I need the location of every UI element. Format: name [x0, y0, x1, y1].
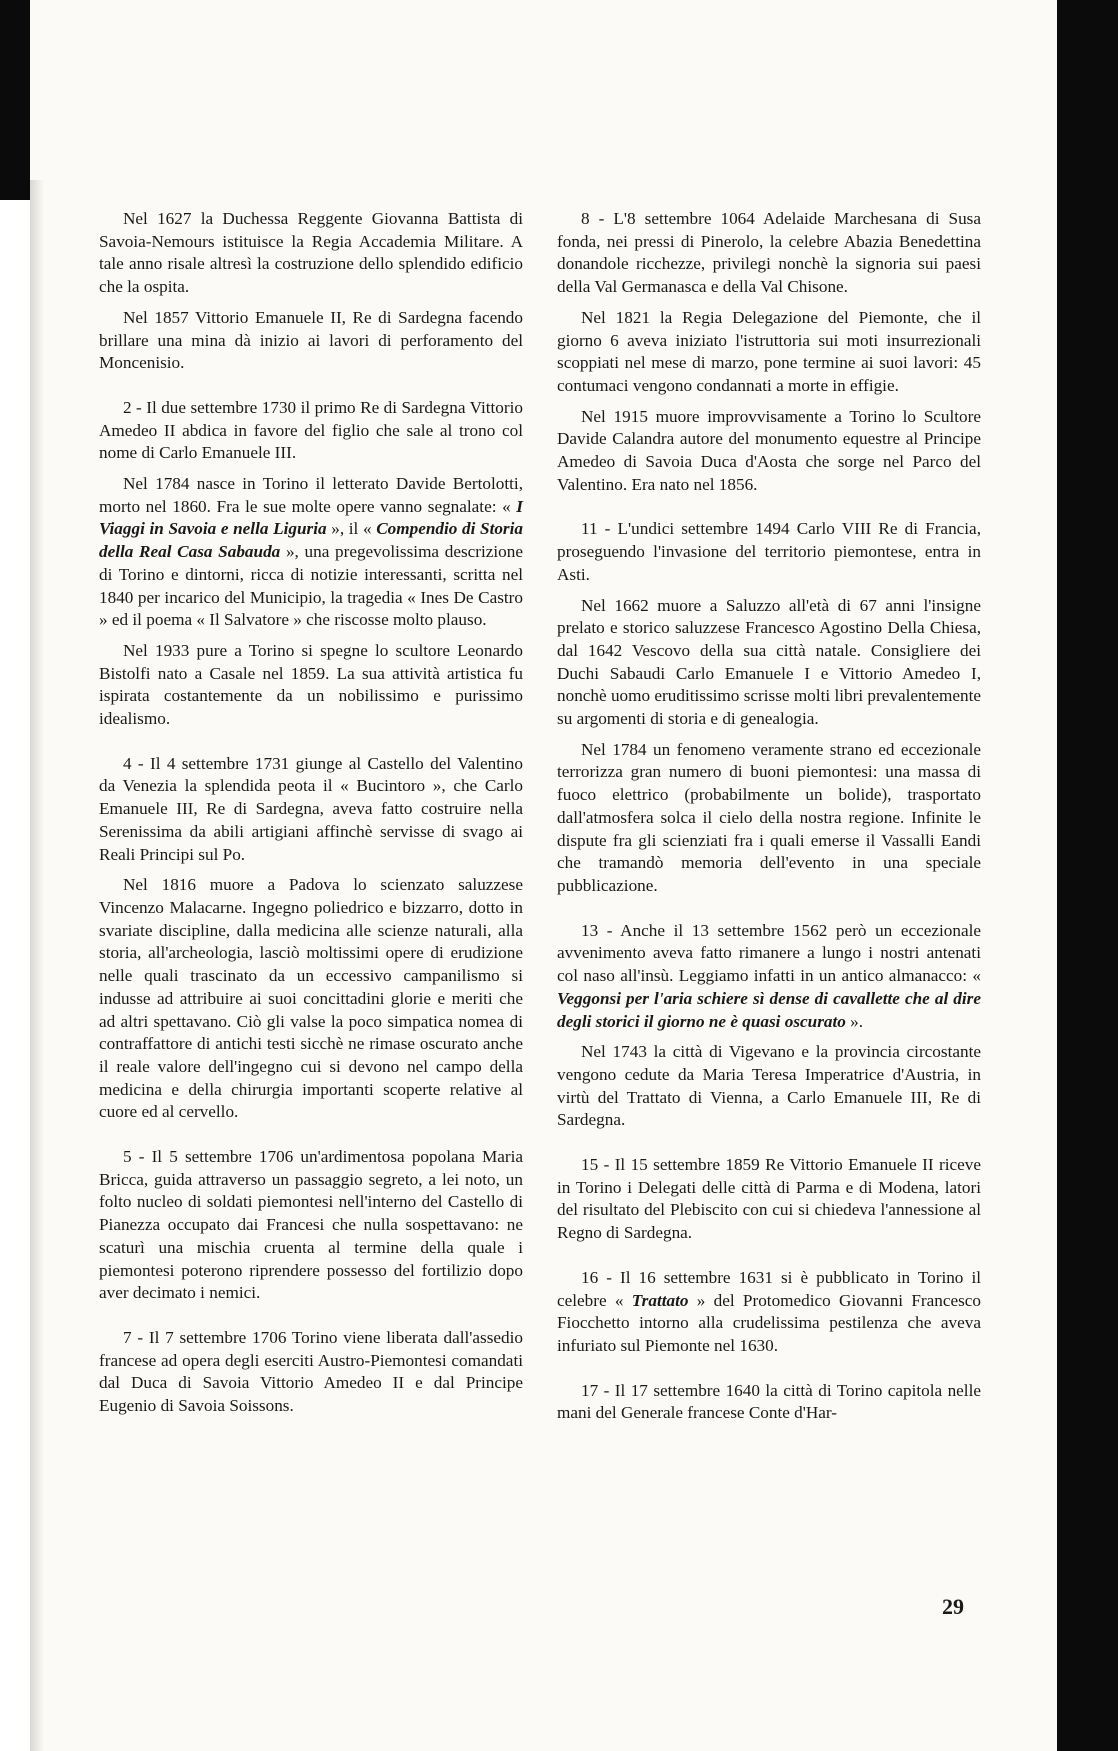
paragraph: Nel 1857 Vittorio Emanuele II, Re di Sardegna facendo brillare una mina dà inizio ai lavori di perforamento del Moncenisio.: [99, 307, 523, 373]
date-entry: 16 - Il 16 settembre 1631 si è pubblicato in Torino il celebre « Trattato » del Protomedico Giovanni Francesco Fiocchetto intorno alla crudelissima pestilenza che aveva infuriato sul Piemonte nel 1630.: [557, 1267, 981, 1355]
date-entry: 2 - Il due settembre 1730 il primo Re di Sardegna Vittorio Amedeo II abdica in favore del figlio che sale al trono col nome di Carlo Emanuele III.: [99, 397, 523, 463]
date-entry: 11 - L'undici settembre 1494 Carlo VIII Re di Francia, proseguendo l'invasione del territorio piemontese, entra in Asti.: [557, 519, 981, 584]
page-number: 29: [942, 1594, 964, 1619]
date-entry: 4 - Il 4 settembre 1731 giunge al Castello del Valentino da Venezia la splendida peota il « Bucintoro », che Carlo Emanuele III, Re di Sardegna, aveva fatto costruire nella Serenissima da abili artigiani affinchè servisse di svago ai Reali Principi sul Po.: [99, 753, 523, 864]
scan-border-right: [1055, 0, 1118, 1751]
paragraph: Nel 1784 un fenomeno veramente strano ed eccezionale terrorizza gran numero di buoni piemontesi: una massa di fuoco elettrico (probabilmente un bolide), trasportato dall'atmosfera solca il cielo della nostra regione. Infinite le dispute fra gli scienziati fra i quali emerse il Vassalli Eandi che tramandò memoria dell'evento in una speciale pubblicazione.: [557, 739, 981, 895]
right-column: [557, 208, 981, 1433]
page-binding-shadow: [30, 180, 44, 1751]
paragraph: Nel 1627 la Duchessa Reggente Giovanna Battista di Savoia-Nemours istituisce la Regia Accademia Militare. A tale anno risale altresì la costruzione dello splendido edificio che la ospita.: [99, 209, 523, 297]
paragraph: Nel 1743 la città di Vigevano e la provincia circostante vengono cedute da Maria Teresa Imperatrice d'Austria, in virtù del Trattato di Vienna, a Carlo Emanuele III, Re di Sardegna.: [557, 1042, 981, 1130]
paragraph: Nel 1933 pure a Torino si spegne lo scultore Leonardo Bistolfi nato a Casale nel 1859. La sua attività artistica fu ispirata costantemente da un nobilissimo e purissimo idealismo.: [99, 640, 523, 729]
paragraph: Nel 1915 muore improvvisamente a Torino lo Scultore Davide Calandra autore del monumento equestre al Principe Amedeo di Savoia Duca d'Aosta che sorge nel Parco del Valentino. Era nato nel 1856.: [557, 406, 981, 494]
paragraph: Nel 1784 nasce in Torino il letterato Davide Bertolotti, morto nel 1860. Fra le sue molte opere vanno segnalate: « I Viaggi in Savoia e nella Liguria », il « Compendio di Storia della Real Casa Sabauda », una pregevolissima descrizione di Torino e dintorni, ricca di notizie interessanti, scritta nel 1840 per incarico del Municipio, la tragedia « Ines De Castro » ed il poema « Il Salvatore » che riscosse molto plauso.: [99, 474, 523, 630]
date-entry: 15 - Il 15 settembre 1859 Re Vittorio Emanuele II riceve in Torino i Delegati delle città di Parma e di Modena, latori del risultato del Plebiscito con cui si chiedeva l'annessione al Regno di Sardegna.: [557, 1155, 981, 1243]
date-entry: 5 - Il 5 settembre 1706 un'ardimentosa popolana Maria Bricca, guida attraverso un passaggio segreto, a lei noto, un folto nucleo di soldati piemontesi nell'interno del Castello di Pianezza occupato dai Francesi che nulla sospettavano: ne scaturì una mischia cruenta al termine della quale i piemontesi poterono riprendere possesso del fortilizio dopo aver decimato i nemici.: [99, 1147, 523, 1303]
date-entry: 13 - Anche il 13 settembre 1562 però un eccezionale avvenimento aveva fatto rimanere a lungo i nostri antenati col naso all'insù. Leggiamo infatti in un antico almanacco: « Veggonsi per l'aria schiere sì dense di cavallette che al dire degli storici il giorno ne è quasi oscurato ».: [557, 920, 981, 1031]
date-entry: 7 - Il 7 settembre 1706 Torino viene liberata dall'assedio francese ad opera degli eserciti Austro-Piemontesi comandati dal Duca di Savoia Vittorio Amedeo II e dal Principe Eugenio di Savoia Soissons.: [99, 1327, 523, 1416]
left-column: [99, 208, 523, 1426]
paragraph: Nel 1662 muore a Saluzzo all'età di 67 anni l'insigne prelato e storico saluzzese Francesco Agostino Della Chiesa, dal 1642 Vescovo della sua città natale. Consigliere dei Duchi Sabaudi Carlo Emanuele I e Vittorio Amedeo I, nonchè uomo eruditissimo scrisse molti libri prevalentemente su argomenti di storia e di genealogia.: [557, 595, 981, 729]
paragraph: Nel 1821 la Regia Delegazione del Piemonte, che il giorno 6 aveva iniziato l'istruttoria sui moti insurrezionali scoppiati nel mese di marzo, pone termine ai suoi lavori: 45 contumaci vengono condannati a morte in effigie.: [557, 307, 981, 395]
paragraph: Nel 1816 muore a Padova lo scienzato saluzzese Vincenzo Malacarne. Ingegno poliedrico e bizzarro, dotto in svariate discipline, dalla medicina alle scienze naturali, alla storia, all'archeologia, lasciò moltissimi opere di erudizione nelle quali trascinato da un eccessivo campanilismo si indusse ad attribuire ai suoi concittadini glorie e meriti che ad altri spettavano. Ciò gli valse la poco simpatica nomea di contraffattore di antichi testi sicchè ne rimase oscurato anche il reale valore dell'ingegno cui si devono nel campo della medicina e della chirurgia importanti scoperte relative al cuore ed al cervello.: [99, 875, 523, 1122]
date-entry: 17 - Il 17 settembre 1640 la città di Torino capitola nelle mani del Generale francese Conte d'Har-: [557, 1380, 981, 1423]
date-entry: 8 - L'8 settembre 1064 Adelaide Marchesana di Susa fonda, nei pressi di Pinerolo, la celebre Abazia Benedettina donandole ricchezze, privilegi nonchè la signoria sui paesi della Val Germanasca e della Val Chisone.: [557, 209, 981, 297]
